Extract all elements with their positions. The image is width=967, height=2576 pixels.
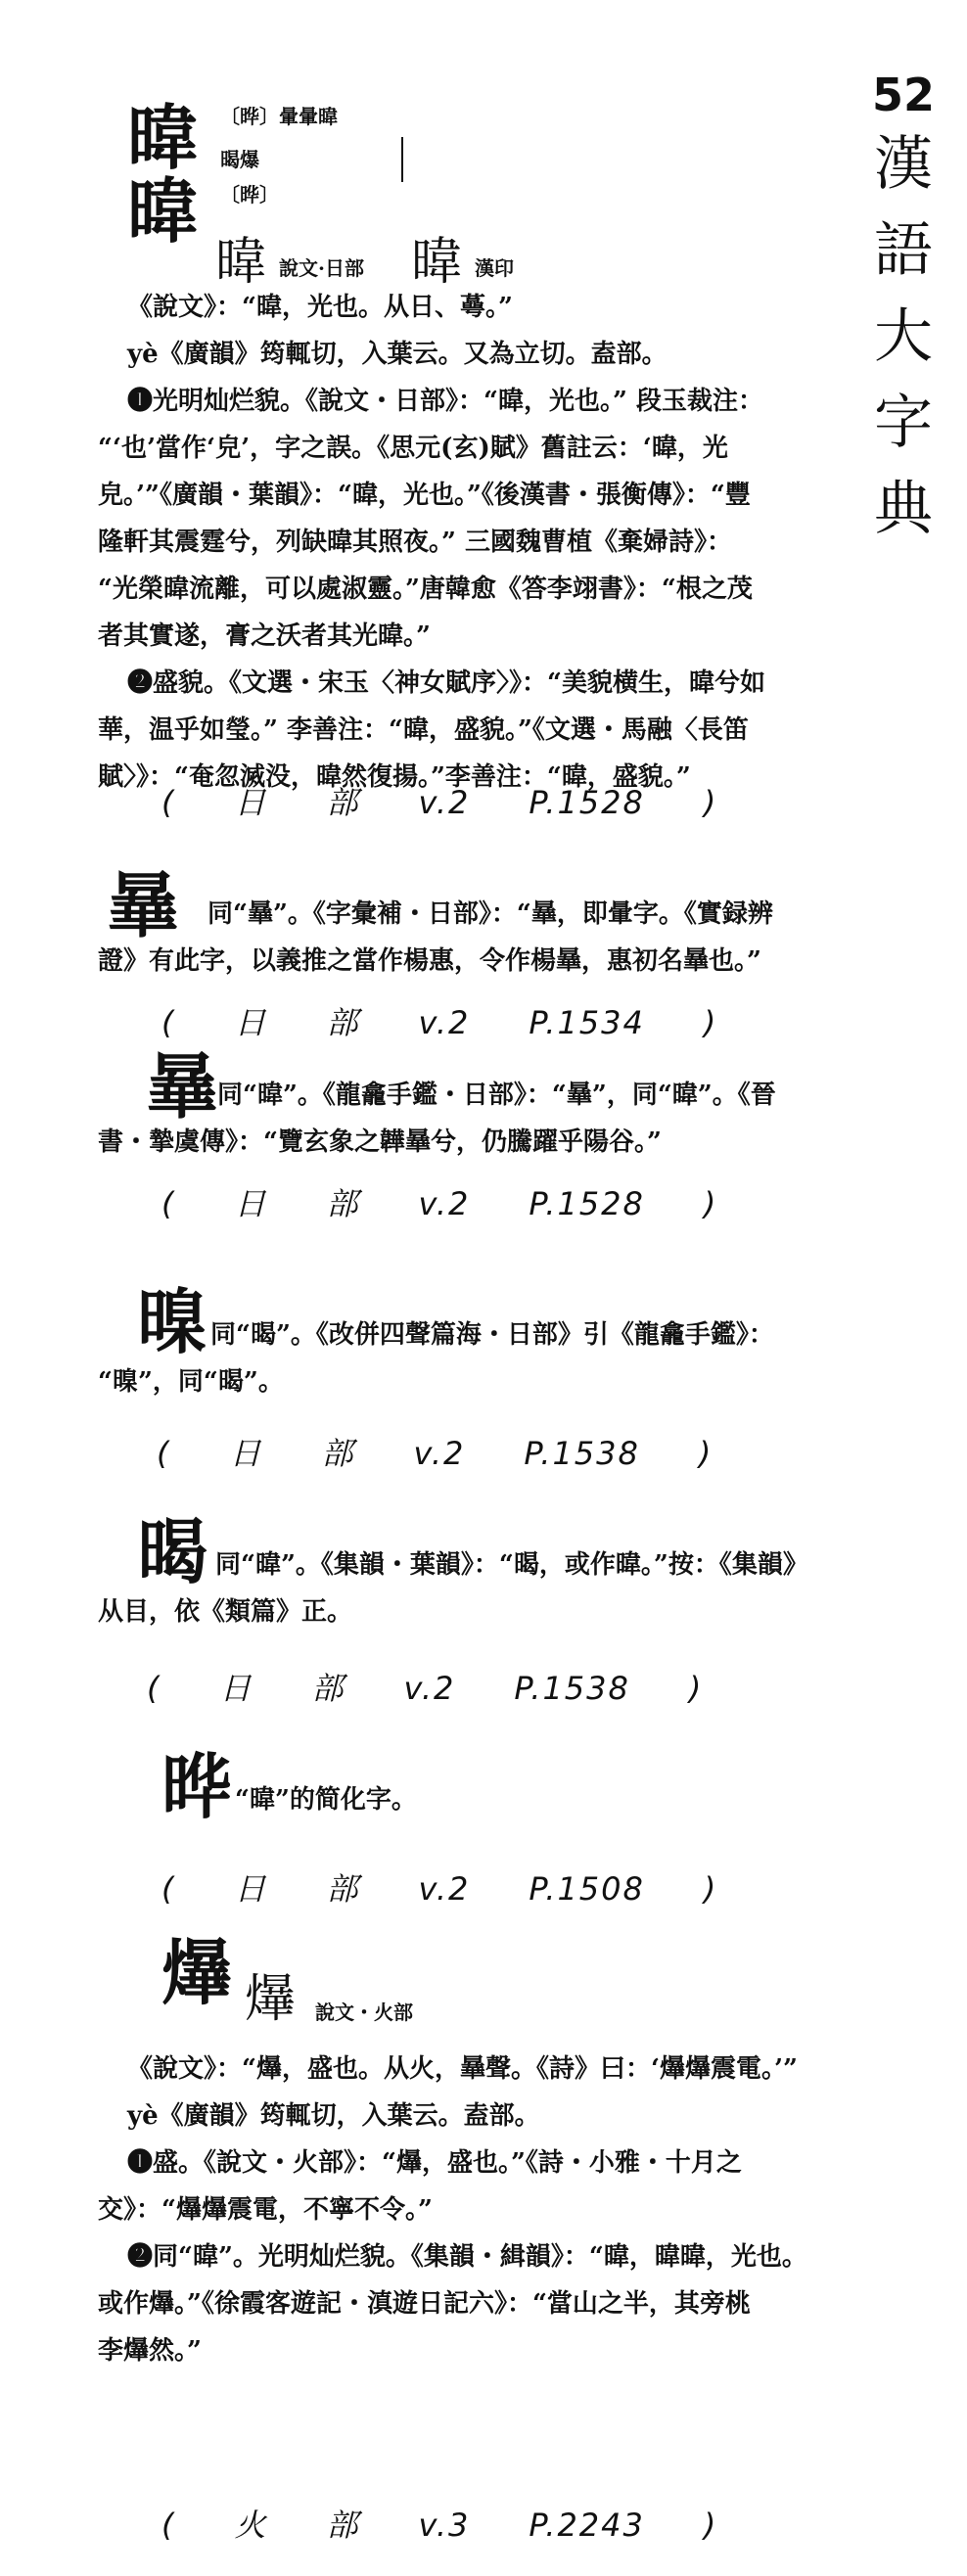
seal-label: 說文・火部: [315, 2001, 413, 2024]
page-number: 52: [871, 69, 935, 121]
line: ❶光明灿烂貌。《說文・日部》：“暐，光也。” 段玉裁注：: [127, 387, 763, 416]
seal-script: 爗: [245, 1970, 297, 2029]
definition-text: [98, 1311, 842, 1405]
headword: 暞: [137, 1280, 208, 1363]
line: “‘也’當作‘皃’，字之誤。《思元(玄)賦》舊註云：‘暐，光: [98, 434, 728, 463]
definition-text: [98, 1072, 842, 1166]
line: 者其實遂，膏之沃者其光暐。”: [98, 621, 431, 651]
line: 賦〉》：“奄忽滅没，暐然復揚。”李善注：“暐，盛貌。”: [98, 762, 691, 792]
headword: 暐: [127, 96, 199, 179]
handwritten-reference: ( 日 部 v.2 P.1528 ): [161, 784, 718, 821]
line: 交》：“爗爗震電，不寧不令。”: [98, 2195, 433, 2225]
headword: 曅: [108, 864, 179, 947]
variant-note: 〔晔〕: [220, 183, 279, 207]
line: 从目，依《類篇》正。: [98, 1597, 353, 1627]
line: 李爗然。”: [98, 2336, 202, 2366]
line: 同“暐”。《集韻・葉韻》：“暍，或作暐。”按：《集韻》: [215, 1550, 808, 1580]
line: 隆軒其震霆兮，列缺暐其照夜。” 三國魏曹植《棄婦詩》：: [98, 528, 733, 557]
definition-text: [98, 2046, 842, 2374]
line: ❷盛貌。《文選・宋玉〈神女賦序〉》：“美貌横生，暐兮如: [127, 668, 765, 698]
line: 同“暐”。《龍龕手鑑・日部》：“曅”，同“暐”。《晉: [217, 1081, 776, 1110]
line: 證》有此字，以義推之當作楊惠，令作楊曅，惠初名曅也。”: [98, 946, 761, 976]
side-title: [869, 69, 938, 552]
line: “暐”的简化字。: [235, 1785, 417, 1815]
side-char: 漢: [874, 130, 933, 199]
handwritten-reference: ( 日 部 v.2 P.1508 ): [161, 1870, 718, 1908]
line: 華，温乎如瑩。” 李善注：“暐，盛貌。”《文選・馬融〈長笛: [98, 715, 749, 745]
line: “光榮暐流離，可以處淑靈。”唐韓愈《答李翊書》：“根之茂: [98, 575, 753, 604]
definition-text: [98, 891, 842, 985]
line: ❶盛。《說文・火部》：“爗，盛也。”《詩・小雅・十月之: [127, 2148, 742, 2178]
variant-note: 暍爆: [220, 148, 259, 171]
side-char: 語: [874, 216, 933, 285]
handwritten-reference: ( 日 部 v.2 P.1538 ): [147, 1670, 704, 1707]
line: 書・摯虞傳》：“覽玄象之韡曅兮，仍騰躍乎陽谷。”: [98, 1127, 662, 1157]
line: 皃。’”《廣韻・葉韻》：“暐，光也。”《後漢書・張衡傳》：“豐: [98, 481, 751, 510]
definition-text: [98, 1541, 842, 1635]
line: yè《廣韻》筠輒切，入葉云。盍部。: [127, 2101, 540, 2131]
handwritten-reference: ( 日 部 v.2 P.1538 ): [157, 1435, 714, 1472]
divider: [401, 137, 403, 182]
seal-label: 漢印: [475, 256, 514, 280]
definition-text: [98, 284, 842, 801]
handwritten-reference: ( 火 部 v.3 P.2243 ): [161, 2507, 718, 2544]
line: 或作爗。”《徐霞客遊記・滇遊日記六》：“當山之半，其旁桃: [98, 2289, 751, 2319]
side-char: 字: [874, 389, 933, 457]
headword: 爗: [161, 1931, 233, 2014]
seal-script: 暐: [215, 233, 267, 292]
seal-label: 說文·日部: [279, 256, 364, 280]
headword: 曅: [147, 1045, 218, 1128]
headword: 暐: [127, 169, 199, 253]
headword: 暍: [137, 1510, 208, 1593]
headword: 晔: [161, 1745, 233, 1828]
line: “暞”，同“暍”。: [98, 1367, 284, 1397]
definition-text: [235, 1776, 626, 1823]
handwritten-reference: ( 日 部 v.2 P.1528 ): [161, 1185, 718, 1222]
handwritten-reference: ( 日 部 v.2 P.1534 ): [161, 1004, 718, 1041]
side-char: 大: [874, 302, 933, 371]
variant-note: 〔晔〕暈暈暐: [220, 105, 338, 128]
line: 《說文》：“爗，盛也。从火，曅聲。《詩》曰：‘爗爗震電。’”: [127, 2054, 799, 2084]
line: 同“暍”。《改併四聲篇海・日部》引《龍龕手鑑》：: [210, 1320, 774, 1350]
line: 同“曅”。《字彙補・日部》：“曅，即暈字。《實録辨: [207, 899, 773, 929]
line: 《說文》：“暐，光也。从日、蕚。”: [127, 293, 513, 322]
line: ❷同“暐”。光明灿烂貌。《集韻・緝韻》：“暐，暐暐，光也。: [127, 2242, 807, 2272]
side-char: 典: [874, 475, 933, 543]
line: yè《廣韻》筠輒切，入葉云。又為立切。盍部。: [127, 340, 668, 369]
seal-script: 暐: [411, 233, 463, 292]
